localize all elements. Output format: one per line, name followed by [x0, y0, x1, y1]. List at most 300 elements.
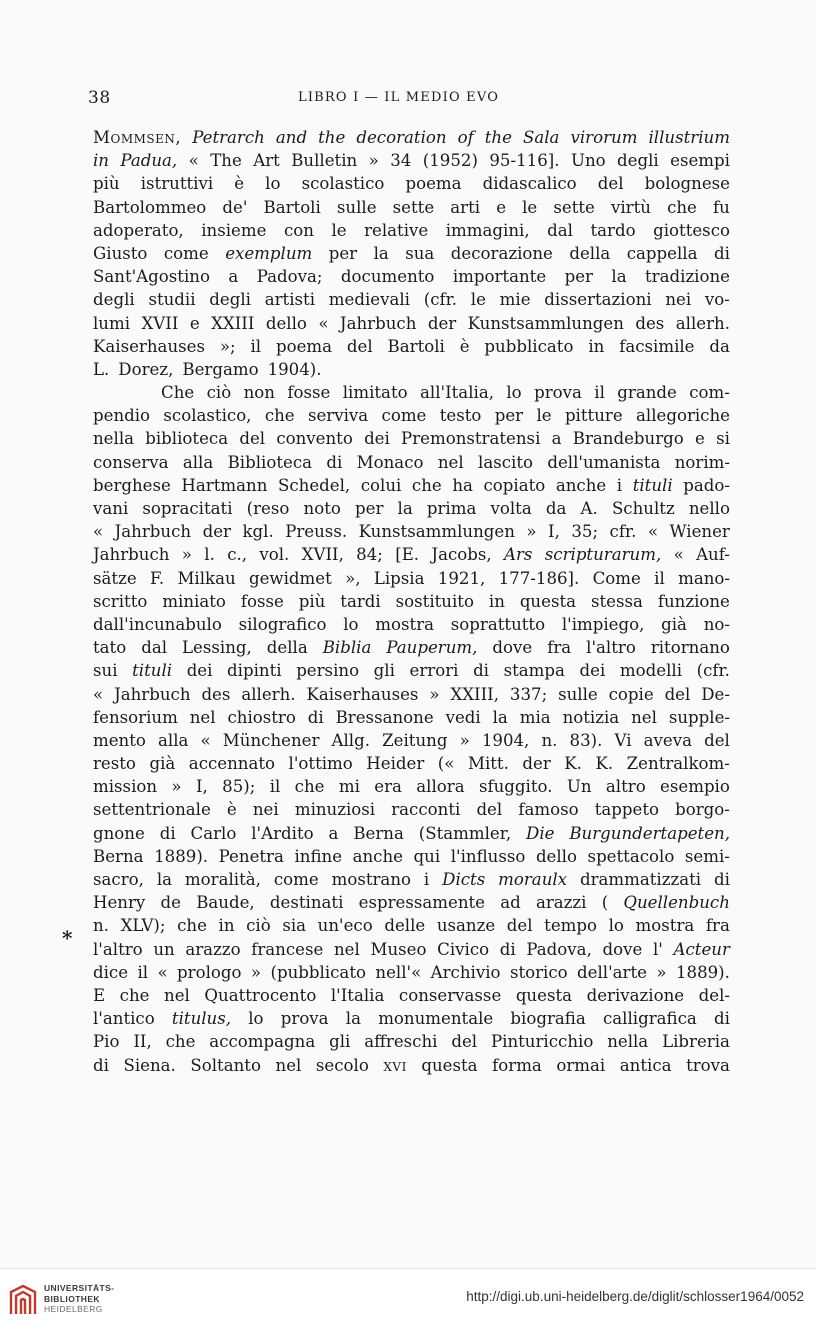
word: resto	[93, 754, 136, 774]
word: Museo	[370, 939, 427, 959]
word: Hartmann	[181, 475, 268, 495]
word: no-	[703, 614, 730, 634]
word: «	[647, 522, 659, 542]
word: più	[93, 174, 120, 194]
word: errori	[409, 661, 459, 681]
text-line	[93, 312, 730, 335]
word: nell'«	[375, 962, 422, 982]
word: del	[506, 916, 533, 936]
word: Schedel,	[277, 475, 351, 495]
text-line	[93, 288, 730, 311]
word: tardo	[590, 220, 636, 240]
word: sua	[405, 243, 435, 263]
word: trova	[686, 1055, 730, 1075]
word: alla	[158, 730, 189, 750]
word: accompagna	[209, 1032, 316, 1052]
word: antica	[619, 1055, 672, 1075]
text-line	[93, 822, 730, 845]
word: scritto	[93, 591, 148, 611]
text-line	[93, 149, 730, 172]
word: sostituito	[395, 591, 474, 611]
word: «	[318, 313, 329, 333]
word: 1889).	[675, 962, 730, 982]
word: le	[470, 290, 486, 310]
word: le	[331, 220, 347, 240]
word: dell'arte	[577, 962, 647, 982]
logo-line-1: UNIVERSITÄTS-	[44, 1283, 115, 1293]
word: der	[427, 313, 457, 333]
word: in	[488, 591, 505, 611]
text-line	[93, 636, 730, 659]
word: exemplum	[225, 243, 313, 263]
word: tempo	[544, 916, 597, 936]
text-line	[93, 845, 730, 868]
word: l'antico	[93, 1009, 155, 1029]
word: delle	[384, 916, 426, 936]
word: arazzi	[535, 893, 587, 913]
word: di	[713, 243, 730, 263]
word: sulle	[558, 684, 598, 704]
word: «	[188, 151, 199, 171]
word: De-	[701, 684, 730, 704]
word: Dorez,	[118, 359, 174, 379]
word: a	[551, 429, 562, 449]
word: del	[451, 1032, 478, 1052]
word: de	[160, 893, 181, 913]
word: XVII,	[301, 545, 344, 565]
word: colui	[360, 475, 402, 495]
word: K.	[564, 754, 582, 774]
word: c.,	[227, 545, 248, 565]
word: »;	[219, 336, 236, 356]
text-line	[93, 590, 730, 613]
word: persino	[296, 661, 360, 681]
word: più	[298, 591, 326, 611]
word: anche	[352, 846, 403, 866]
word: Wiener	[669, 522, 730, 542]
word: Carlo	[190, 823, 237, 843]
text-line	[93, 567, 730, 590]
text-line	[93, 683, 730, 706]
word: ad	[500, 893, 521, 913]
word: mia	[519, 707, 551, 727]
word: des	[635, 313, 665, 333]
word: il	[654, 568, 665, 588]
word: miniato	[162, 591, 226, 611]
word: pitture	[564, 406, 623, 426]
word: Siena.	[123, 1055, 176, 1075]
text-line	[93, 451, 730, 474]
text-line	[93, 613, 730, 636]
word: per	[355, 499, 384, 518]
word: fosse	[240, 591, 284, 611]
text-line	[93, 938, 730, 961]
word: drammatizzati	[579, 870, 702, 889]
text-line	[93, 520, 730, 543]
word: che	[165, 1032, 196, 1052]
text-line	[93, 242, 730, 265]
word: a	[228, 267, 239, 287]
word: scripturarum,	[544, 545, 662, 565]
word: sette	[392, 197, 435, 217]
word: XLV);	[120, 916, 166, 936]
word: l.	[204, 545, 215, 565]
page-header	[88, 88, 730, 108]
text-line	[93, 706, 730, 729]
word: Biblia	[322, 638, 372, 658]
word: copie	[608, 684, 654, 704]
word: l'altro	[93, 939, 143, 959]
word: le	[522, 197, 538, 217]
word: lo	[248, 1009, 264, 1029]
word: di	[307, 707, 324, 727]
word: in	[588, 336, 605, 356]
word: dei	[364, 429, 390, 449]
word: (cfr.	[696, 661, 730, 681]
word: lascito	[478, 452, 533, 472]
word: E	[93, 985, 106, 1005]
word: moraulx	[498, 870, 568, 889]
word: Sala	[522, 128, 560, 147]
word: the	[318, 128, 346, 147]
word: titulus,	[171, 1009, 232, 1029]
word: lo	[608, 916, 624, 936]
word: »	[526, 522, 537, 542]
word: Jahrbuch	[114, 684, 191, 704]
word: F.	[149, 568, 165, 588]
word: (	[601, 893, 609, 913]
word: scolastico,	[163, 406, 252, 426]
word: la	[345, 1009, 361, 1029]
word: Baude,	[196, 893, 255, 913]
word: Kunstsammlungen	[358, 522, 515, 542]
word: »	[656, 962, 667, 982]
word: (Stammler,	[418, 823, 512, 843]
word: der	[202, 522, 231, 542]
word: destinati	[269, 893, 344, 913]
word: lo	[343, 614, 359, 634]
word: come	[163, 243, 209, 263]
word: Zentralkom-	[626, 754, 730, 774]
word: Uno	[570, 151, 606, 171]
word: »,	[345, 568, 361, 588]
word: dello	[535, 846, 577, 866]
word: illustrium	[648, 128, 730, 147]
word: Premonstratensi	[401, 429, 541, 449]
word: è	[226, 800, 237, 820]
word: ha	[452, 475, 473, 495]
word: funzione	[657, 591, 730, 611]
word: «	[93, 522, 104, 542]
word: Padua,	[120, 151, 178, 171]
word: fosse	[287, 383, 331, 403]
word: dissertazioni	[544, 290, 652, 310]
word: settentrionale	[93, 800, 211, 820]
word: Padova,	[526, 939, 592, 959]
word: pado-	[683, 475, 730, 495]
word: A.	[580, 499, 598, 518]
word: »	[250, 962, 262, 982]
margin-asterisk: *	[62, 926, 73, 950]
word: Jahrbuch	[114, 522, 192, 542]
word: per	[564, 267, 593, 287]
word: prologo	[177, 962, 242, 982]
word: der	[522, 754, 551, 774]
word: a	[328, 823, 339, 843]
word: questa	[519, 591, 577, 611]
word: che	[119, 985, 150, 1005]
word: mostra	[375, 614, 435, 634]
word: è	[459, 336, 470, 356]
word: importante	[452, 267, 547, 287]
word: dal	[141, 638, 168, 658]
word: grande	[617, 383, 677, 403]
word: Archivio	[430, 962, 501, 982]
word: e	[189, 313, 200, 333]
word: Monaco	[356, 452, 424, 472]
word: Henry	[93, 893, 146, 913]
word: Die	[526, 823, 555, 843]
word: l'influsso	[450, 846, 526, 866]
word: Bressanone	[335, 707, 434, 727]
text-line	[93, 1007, 730, 1030]
source-url-link[interactable]: http://digi.ub.uni-heidelberg.de/diglit/schlosser1964/0052	[466, 1289, 804, 1304]
word: espressamente	[358, 893, 485, 913]
word: nel	[189, 707, 216, 727]
word: il	[269, 777, 281, 797]
word: immagini,	[445, 220, 530, 240]
word: ciò	[246, 916, 271, 936]
word: modelli	[619, 661, 682, 681]
word: 85);	[222, 777, 256, 797]
word: minuziosi	[294, 800, 376, 820]
word: i	[423, 870, 430, 889]
word: che	[667, 197, 697, 217]
word: aveva	[643, 730, 692, 750]
word: Jacobs,	[431, 545, 492, 565]
text-line	[93, 984, 730, 1007]
text-line	[93, 427, 730, 450]
word: »	[181, 545, 192, 565]
word: cfr.	[609, 522, 637, 542]
word: de'	[222, 197, 248, 217]
word: XVII	[141, 313, 179, 333]
word: Kaiserhauses	[93, 336, 205, 356]
word: di	[93, 1055, 109, 1075]
word: pubblicato	[484, 336, 574, 356]
word: l'	[652, 939, 663, 959]
word: Preuss.	[285, 522, 348, 542]
footer-bar	[0, 1268, 816, 1330]
word: vani	[93, 499, 129, 518]
text-line	[93, 381, 730, 404]
word: Münchener	[222, 730, 320, 750]
word: tituli	[132, 661, 173, 681]
word: norim-	[674, 452, 730, 472]
word: Burgundertapeten,	[569, 823, 730, 843]
word: Acteur	[673, 939, 730, 959]
word: prima	[426, 499, 477, 518]
word: studii	[148, 290, 196, 310]
word: borgo-	[675, 800, 730, 820]
word: altro	[605, 777, 646, 797]
word: arti	[450, 197, 481, 217]
word: cappella	[626, 243, 698, 263]
word: I,	[195, 777, 208, 797]
word: nei	[665, 290, 692, 310]
word: Ars	[504, 545, 533, 565]
word: per	[494, 406, 524, 426]
word: la	[397, 499, 413, 518]
word: Come	[592, 568, 641, 588]
word: Pinturicchio	[490, 1032, 594, 1052]
word: del	[597, 174, 624, 194]
text-line	[93, 219, 730, 242]
word: accennato	[188, 754, 276, 774]
word: giottesco	[653, 220, 730, 240]
word: stampa	[503, 661, 565, 681]
word: Libreria	[662, 1032, 730, 1052]
word: le	[536, 406, 552, 426]
word: nel	[437, 452, 464, 472]
word: lo	[265, 174, 281, 194]
word: [E.	[395, 545, 420, 565]
word: com-	[689, 383, 730, 403]
word: Lipsia	[373, 568, 425, 588]
word: all'Italia,	[420, 383, 494, 403]
word: dice	[93, 962, 129, 982]
word: calligrafica	[602, 1009, 697, 1029]
word: facsimile	[619, 336, 695, 356]
word: decorazione	[450, 243, 553, 263]
word: famoso	[518, 800, 579, 820]
word: i	[616, 475, 623, 495]
word: poema	[405, 174, 462, 194]
word: derivazione	[586, 985, 685, 1005]
word: e	[496, 197, 507, 217]
word: si	[716, 429, 730, 449]
word: tardi	[340, 591, 381, 611]
word: chiostro	[227, 707, 296, 727]
word: Dicts	[442, 870, 486, 889]
word: Kaiserhauses	[306, 684, 419, 704]
word: storico	[509, 962, 568, 982]
word: Milkau	[177, 568, 236, 588]
word: in	[93, 151, 109, 171]
word: and	[275, 128, 308, 147]
word: (1952)	[422, 151, 478, 171]
word: di	[714, 870, 730, 889]
word: di	[499, 939, 516, 959]
word: sfuggito.	[478, 777, 553, 797]
word: già	[149, 754, 176, 774]
word: del	[239, 429, 266, 449]
word: Vi	[614, 730, 632, 750]
word: della	[266, 638, 308, 658]
word: sette	[553, 197, 595, 217]
word: degli	[93, 290, 135, 310]
word: fensorium	[93, 707, 178, 727]
word: dall'incunabulo	[93, 614, 222, 634]
word: l'Italia	[330, 985, 385, 1005]
word: tituli	[632, 475, 673, 495]
word: K.	[595, 754, 614, 774]
word: Kunstsammlungen	[467, 313, 624, 333]
word: che	[294, 777, 325, 797]
word: sopracitati	[142, 499, 233, 518]
word: esempi	[670, 151, 730, 171]
word: tato	[93, 638, 127, 658]
word: nella	[93, 429, 135, 449]
word: del	[476, 800, 503, 820]
word: esempio	[660, 777, 730, 797]
word: Soltanto	[190, 1055, 261, 1075]
word: testo	[439, 406, 482, 426]
word: des	[201, 684, 231, 704]
word: allegoriche	[636, 406, 730, 426]
word: Bartoli	[263, 197, 321, 217]
word: arazzo	[185, 939, 241, 959]
text-line	[93, 1054, 730, 1077]
text-line	[93, 798, 730, 821]
word: serviva	[307, 406, 369, 426]
word: XXIII,	[450, 684, 499, 704]
word: gnone	[93, 823, 145, 843]
text-line	[93, 172, 730, 195]
word: spettacolo	[587, 846, 675, 866]
word: stessa	[590, 591, 643, 611]
word: limitato	[342, 383, 408, 403]
word: Berna	[93, 846, 144, 866]
word: vedi	[445, 707, 481, 727]
word: fu	[713, 197, 730, 217]
word: n.	[93, 916, 109, 936]
word: 83).	[569, 730, 603, 750]
word: dei	[579, 661, 606, 681]
word: un'eco	[317, 916, 373, 936]
word: nella	[607, 1032, 649, 1052]
word: fra	[705, 916, 730, 936]
word: supple-	[668, 707, 730, 727]
word: monumentale	[378, 1009, 494, 1029]
word: questa	[515, 985, 573, 1005]
library-logo-icon	[8, 1283, 38, 1317]
word: nei	[252, 800, 279, 820]
word: anche	[555, 475, 607, 495]
word: sia	[282, 916, 307, 936]
word: (cfr.	[423, 290, 458, 310]
word: come	[381, 406, 427, 426]
word: del	[664, 684, 691, 704]
word: Mitt.	[467, 754, 509, 774]
word: xvi	[383, 1055, 407, 1075]
word: per	[328, 243, 358, 263]
word: la	[156, 870, 173, 889]
word: di	[713, 1009, 730, 1029]
word: del	[704, 730, 730, 750]
word: con	[283, 220, 314, 240]
text-line	[93, 1030, 730, 1053]
word: 177-186].	[498, 568, 580, 588]
word: come	[273, 870, 319, 889]
word: nel	[333, 939, 360, 959]
word: qui	[413, 846, 441, 866]
word: della	[569, 243, 611, 263]
word: di	[326, 452, 343, 472]
word: Zeitung	[382, 730, 448, 750]
word: alla	[182, 452, 214, 472]
word: prova	[280, 1009, 329, 1029]
